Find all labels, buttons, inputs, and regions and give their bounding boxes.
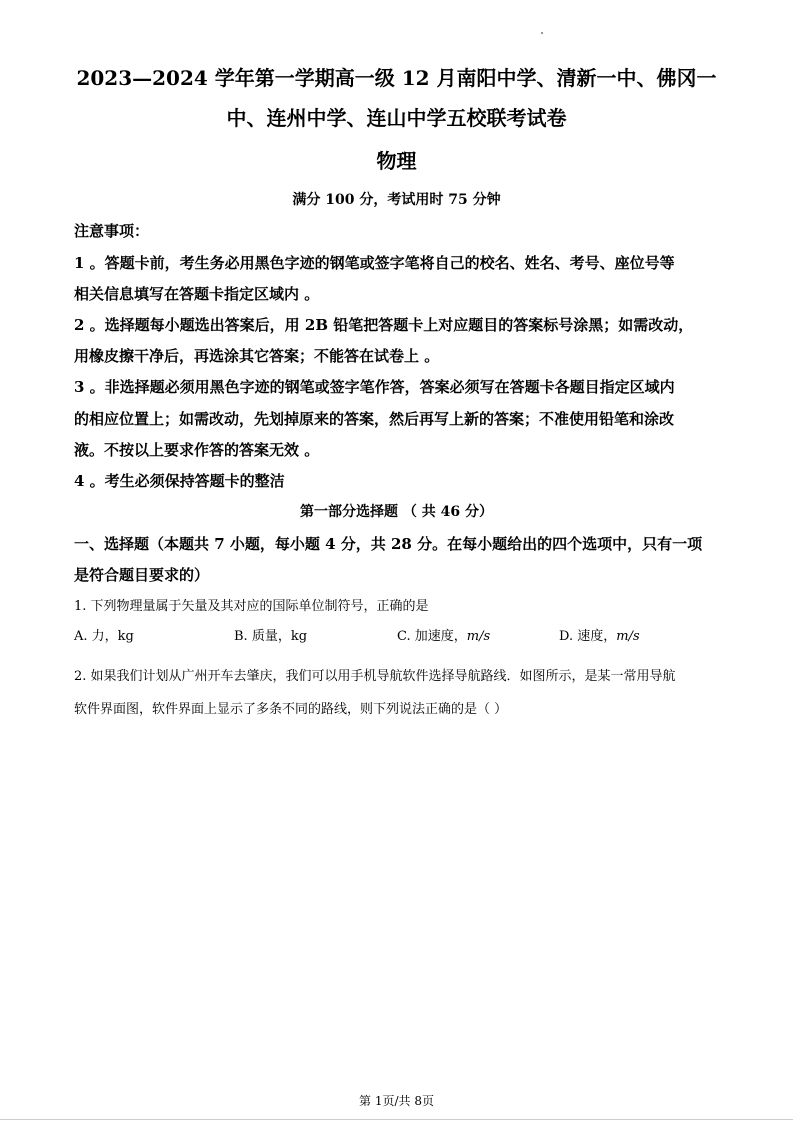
page-footer: 第 1页/共 8页	[359, 1094, 434, 1108]
section-1-instructions-line-2: 是符合题目要求的）	[74, 566, 210, 584]
question-1-option-a: A. 力，kg	[74, 629, 134, 644]
score-time-info: 满分 100 分，考试用时 75 分钟	[292, 192, 501, 208]
question-1-stem: 1. 下列物理量属于矢量及其对应的国际单位制符号，正确的是	[74, 599, 429, 614]
subject-title: 物理	[376, 149, 417, 173]
notice-item-1-line-1: 1 。答题卡前，考生务必用黑色字迹的钢笔或签字笔将自己的校名、姓名、考号、座位号等	[74, 254, 675, 272]
exam-title-line-1: 2023—2024 学年第一学期高一级 12 月南阳中学、清新一中、佛冈一	[76, 66, 717, 90]
part-1-heading: 第一部分选择题 （ 共 46 分）	[300, 504, 493, 520]
question-2-stem-line-1: 2. 如果我们计划从广州开车去肇庆，我们可以用手机导航软件选择导航路线．如图所示，是某一常用导航	[74, 669, 676, 684]
notice-item-3-line-1: 3 。非选择题必须用黑色字迹的钢笔或签字笔作答，答案必须写在答题卡各题目指定区域内	[74, 378, 675, 396]
notice-item-1-line-2: 相关信息填写在答题卡指定区域内 。	[74, 285, 320, 303]
bottom-divider	[0, 1119, 793, 1120]
question-1-option-d-unit: m/s	[616, 629, 640, 644]
notice-item-3-line-2: 的相应位置上；如需改动，先划掉原来的答案，然后再写上新的答案；不准使用铅笔和涂改	[74, 410, 675, 428]
notice-heading: 注意事项：	[74, 222, 150, 240]
scan-dot	[541, 32, 543, 34]
question-1-option-d-text: D. 速度，	[559, 629, 617, 644]
question-1-option-c	[397, 627, 490, 647]
question-1-option-c-unit: m/s	[466, 629, 491, 644]
question-1-option-b: B. 质量，kg	[234, 629, 308, 644]
notice-item-2-line-2: 用橡皮擦干净后，再选涂其它答案；不能答在试卷上 。	[74, 347, 440, 365]
section-1-instructions-line-1: 一、选择题（本题共 7 小题，每小题 4 分，共 28 分。在每小题给出的四个选项中，只有一项	[74, 535, 703, 553]
exam-title-line-2: 中、连州中学、连山中学五校联考试卷	[226, 106, 567, 130]
question-1-option-c-text: C. 加速度，	[397, 629, 467, 644]
notice-item-4: 4 。考生必须保持答题卡的整洁	[74, 472, 285, 490]
notice-item-3-line-3: 液。不按以上要求作答的答案无效 。	[74, 441, 320, 459]
notice-item-2-line-1: 2 。选择题每小题选出答案后，用 2B 铅笔把答题卡上对应题目的答案标号涂黑；如需改动，	[74, 316, 694, 334]
question-2-stem-line-2: 软件界面图，软件界面上显示了多条不同的路线，则下列说法正确的是（ ）	[74, 702, 508, 717]
question-1-option-d	[559, 627, 640, 647]
